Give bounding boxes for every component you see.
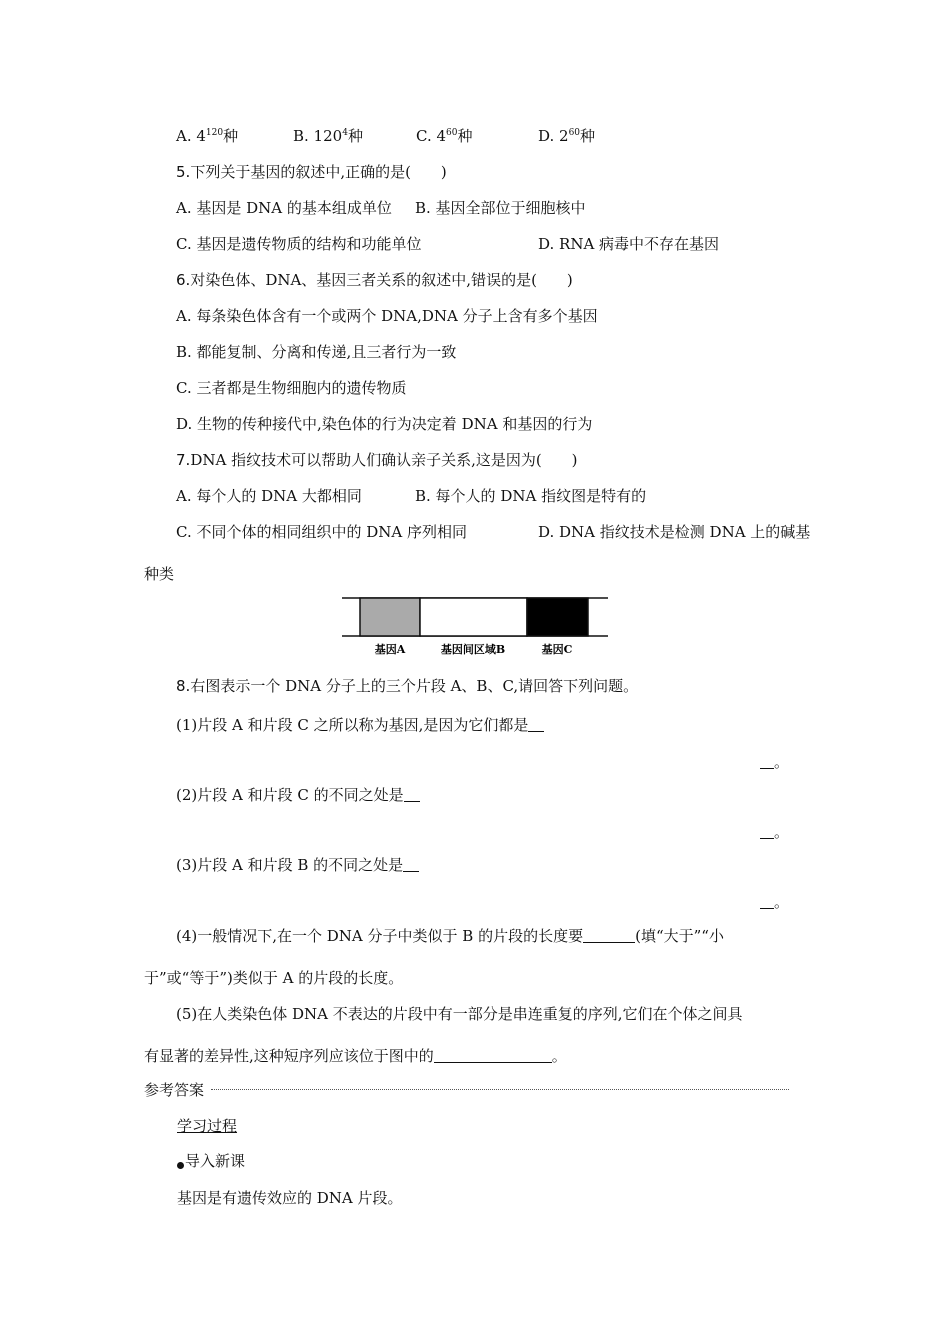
answers-section-title: 学习过程	[177, 1117, 238, 1135]
q8-stem: 8.右图表示一个 DNA 分子上的三个片段 A、B、C,请回答下列问题。	[176, 677, 639, 695]
q5-option-a: A. 基因是 DNA 的基本组成单位	[176, 199, 392, 217]
q8-part1-blank[interactable]	[528, 717, 544, 732]
q7-stem: 7.DNA 指纹技术可以帮助人们确认亲子关系,这是因为( )	[176, 451, 578, 469]
q4-option-c: C. $4^{60}$种	[416, 127, 473, 145]
q8-part5-continued: 有显著的差异性,这种短序列应该位于图中的 。	[144, 1047, 567, 1065]
q8-part1-end: 。	[760, 752, 789, 772]
answers-subsection: 导入新课	[177, 1151, 245, 1171]
bullet-icon	[177, 1162, 184, 1169]
q8-part5: (5)在人类染色体 DNA 不表达的片段中有一部分是串连重复的序列,它们在个体之间具	[176, 1005, 743, 1023]
q5-option-d: D. RNA 病毒中不存在基因	[538, 235, 720, 253]
q8-part3-blank-end[interactable]	[760, 894, 774, 909]
q8-part2-blank[interactable]	[404, 787, 420, 802]
q8-part2: (2)片段 A 和片段 C 的不同之处是	[176, 785, 420, 805]
q5-option-c: C. 基因是遗传物质的结构和功能单位	[176, 235, 422, 253]
q5-stem: 5.下列关于基因的叙述中,正确的是( )	[176, 163, 447, 181]
gene-a-block	[360, 598, 420, 636]
q8-part5-blank[interactable]	[434, 1048, 552, 1063]
q4-option-b: B. $120^4$种	[293, 127, 363, 145]
q8-part3: (3)片段 A 和片段 B 的不同之处是	[176, 855, 419, 875]
q8-part4-blank[interactable]	[583, 928, 635, 943]
dna-segment-figure	[340, 594, 610, 656]
q8-part4-continued: 于”或“等于”)类似于 A 的片段的长度。	[144, 969, 404, 987]
intergenic-region-b-label: 基因间区域B	[440, 643, 506, 656]
q8-part1: (1)片段 A 和片段 C 之所以称为基因,是因为它们都是	[176, 715, 544, 735]
gene-c-block	[527, 598, 588, 636]
q8-part1-blank-end[interactable]	[760, 754, 774, 769]
intergenic-region-b-block	[420, 598, 527, 636]
q6-option-a: A. 每条染色体含有一个或两个 DNA,DNA 分子上含有多个基因	[176, 307, 598, 325]
q4-option-a: A. $4^{120}$种	[176, 127, 239, 145]
q6-option-b: B. 都能复制、分离和传递,且三者行为一致	[176, 343, 457, 361]
q8-part3-blank[interactable]	[403, 857, 419, 872]
answers-text: 基因是有遗传效应的 DNA 片段。	[177, 1189, 403, 1207]
q7-option-c: C. 不同个体的相同组织中的 DNA 序列相同	[176, 523, 468, 541]
q4-option-d: D. $2^{60}$种	[538, 127, 596, 145]
q7-option-d-continued: 种类	[144, 565, 175, 583]
gene-c-label: 基因C	[541, 643, 573, 656]
q8-part2-blank-end[interactable]	[760, 824, 774, 839]
q7-option-d: D. DNA 指纹技术是检测 DNA 上的碱基	[538, 523, 811, 541]
gene-a-label: 基因A	[374, 643, 406, 656]
q7-option-b: B. 每个人的 DNA 指纹图是特有的	[415, 487, 647, 505]
answers-dotted-separator	[211, 1089, 789, 1090]
q6-option-d: D. 生物的传种接代中,染色体的行为决定着 DNA 和基因的行为	[176, 415, 593, 433]
q8-part2-end: 。	[760, 822, 789, 842]
q6-option-c: C. 三者都是生物细胞内的遗传物质	[176, 379, 407, 397]
q8-part3-end: 。	[760, 892, 789, 912]
answers-heading: 参考答案	[144, 1081, 205, 1099]
q6-stem: 6.对染色体、DNA、基因三者关系的叙述中,错误的是( )	[176, 271, 573, 289]
q7-option-a: A. 每个人的 DNA 大都相同	[176, 487, 362, 505]
q5-option-b: B. 基因全部位于细胞核中	[415, 199, 586, 217]
q8-part4: (4)一般情况下,在一个 DNA 分子中类似于 B 的片段的长度要 (填“大于”“小	[176, 927, 724, 945]
